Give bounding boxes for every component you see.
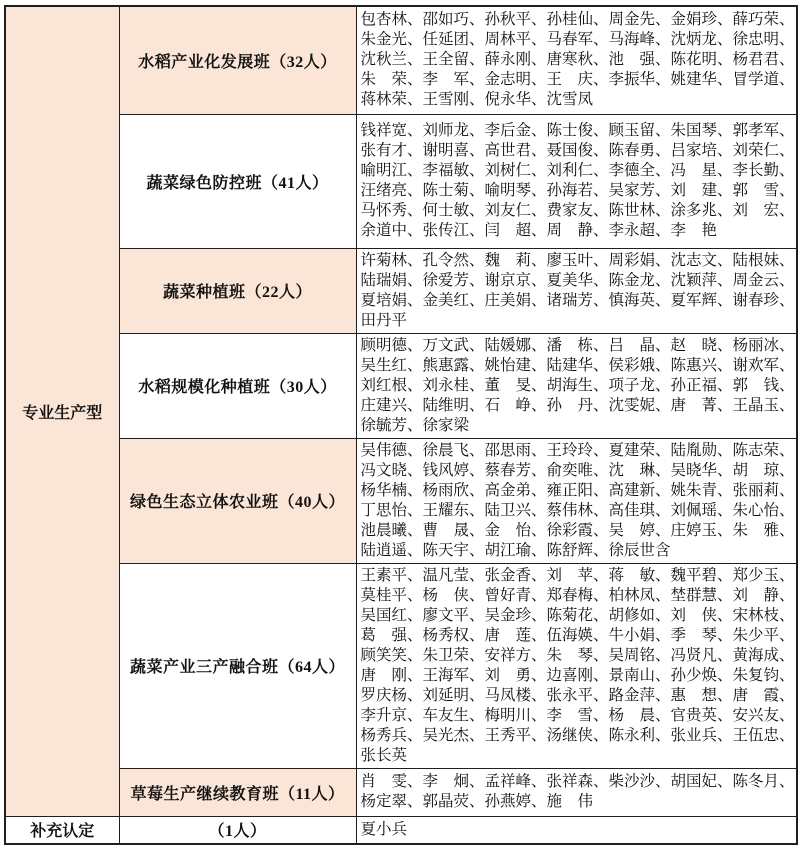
name-line: 张有才、谢明喜、高世君、聂国俊、陈春勇、吕家培、刘荣仁、	[360, 142, 795, 159]
class-label-cell: 蔬菜产业三产融合班（64人）	[119, 563, 356, 768]
name-line: 葛 强、杨秀权、唐 莲、伍海媖、牛小娟、季 琴、朱少平、	[360, 626, 795, 644]
table-row	[5, 768, 797, 816]
name-line: 丁思怡、王耀东、陆卫兴、蔡伟林、高佳琪、刘佩瑶、朱心怡、	[360, 501, 795, 519]
supplement-category-cell: 补充认定	[5, 816, 119, 844]
name-line: 许菊林、孔令然、魏 莉、廖玉叶、周彩娟、沈志文、陆根妹、	[360, 251, 795, 269]
name-line: 冯文晓、钱风婷、蔡春芳、俞奕唯、沈 琳、吴晓华、胡 琼、	[360, 461, 795, 479]
supplement-names-cell	[356, 816, 797, 844]
table-row	[5, 114, 797, 248]
names-cell	[356, 333, 797, 438]
name-line: 钱祥宽、刘师龙、李后金、陈士俊、顾玉留、朱国琴、郭孝军、	[360, 122, 795, 139]
name-line: 田丹平	[360, 311, 408, 329]
supplement-count-cell: （1人）	[119, 816, 356, 844]
name-line: 李升京、车友生、梅明川、李 雪、杨 晨、官贵英、安兴友、	[360, 706, 795, 724]
table-row	[5, 333, 797, 438]
category-type-cell: 专业生产型	[5, 6, 119, 816]
name-line: 肖 雯、李 炯、孟祥峰、张祥森、柴沙沙、胡国妃、陈冬月、	[360, 773, 795, 790]
table-row	[5, 248, 797, 333]
names-cell	[356, 768, 797, 816]
name-line: 陆逍遥、陈天宇、胡江瑜、陈舒辉、徐辰世含	[360, 541, 671, 559]
name-line: 汪绪亮、陈士菊、喻明琴、孙海若、吴家芳、刘 建、郭 雪、	[360, 182, 795, 199]
name-line: 罗庆杨、刘延明、马凤楼、张永平、路金萍、惠 想、唐 霞、	[360, 686, 795, 704]
name-line: 杨秀兵、吴光杰、王秀平、汤继侠、陈永利、张业兵、王伍忠、	[360, 726, 795, 744]
name-line: 蒋林荣、王雪刚、倪永华、沈雪凤	[360, 91, 594, 109]
name-line: 杨华楠、杨雨欣、高金弟、雍正阳、高建新、姚朱青、张丽莉、	[360, 481, 795, 499]
name-line: 沈秋兰、王全留、薛永刚、唐寒秋、池 强、陈花明、杨君君、	[360, 51, 795, 69]
name-line: 顾明德、万文武、陆媛娜、潘 栋、吕 晶、赵 晓、杨丽冰、	[360, 336, 795, 354]
names-cell	[356, 6, 797, 114]
name-line: 喻明江、李福敏、刘树仁、刘利仁、李德全、冯 星、李长勤、	[360, 162, 795, 179]
name-line: 吴伟德、徐晨飞、邵思雨、王玲玲、夏建荣、陆胤勋、陈志荣、	[360, 441, 795, 459]
name-line: 徐毓芳、徐家梁	[360, 416, 470, 434]
class-label-cell: 草莓生产继续教育班（11人）	[119, 768, 356, 816]
trainee-roster-table	[4, 5, 798, 845]
name-line: 吴生红、熊惠露、姚怡建、陆建华、侯彩娥、陈惠兴、谢欢军、	[360, 356, 795, 374]
name-line: 陆瑞娟、徐爱芳、谢京京、夏美华、陈金龙、沈颖萍、周金云、	[360, 271, 795, 289]
names-cell	[356, 563, 797, 768]
name-line: 夏培娟、金美红、庄美娟、诸瑞芳、慎海英、夏军辉、谢春珍、	[360, 291, 795, 309]
table-row	[5, 563, 797, 768]
class-label-cell: 蔬菜绿色防控班（41人）	[119, 114, 356, 248]
name-line: 顾笑笑、朱卫荣、安祥方、朱 琴、吴周铭、冯贤凡、黄海成、	[360, 646, 795, 664]
table-row	[5, 6, 797, 114]
name-line: 池晨曦、曹 晟、金 怡、徐彩霞、吴 婷、庄婷玉、朱 雅、	[360, 521, 795, 539]
name-line: 包杏林、邵如巧、孙秋平、孙桂仙、周金先、金娟珍、薛巧荣、	[360, 11, 795, 29]
name-line: 庄建兴、陆维明、石 峥、孙 丹、沈雯妮、唐 菁、王晶玉、	[360, 396, 795, 414]
names-cell	[356, 114, 797, 248]
table-row	[5, 438, 797, 563]
name-line: 唐 刚、王海军、刘 勇、边喜刚、景南山、孙少焕、朱复钧、	[360, 666, 795, 684]
name-line: 王素平、温凡莹、张金香、刘 苹、蒋 敏、魏平碧、郑少玉、	[360, 566, 795, 584]
name-line: 吴国红、廖文平、吴金珍、陈菊花、胡修如、刘 侠、宋林枝、	[360, 606, 795, 624]
names-cell	[356, 248, 797, 333]
class-label-cell: 蔬菜种植班（22人）	[119, 248, 356, 333]
name-line: 刘红根、刘永桂、董 旻、胡海生、项子龙、孙正福、郭 钱、	[360, 376, 795, 394]
name-line: 杨定翠、郭晶荧、孙燕婷、施 伟	[360, 793, 594, 810]
names-cell	[356, 438, 797, 563]
name-line: 朱 荣、李 军、金志明、王 庆、李振华、姚建华、冒学道、	[360, 71, 795, 89]
class-label-cell: 水稻规模化种植班（30人）	[119, 333, 356, 438]
table-row-supplement	[5, 816, 797, 844]
name-line: 莫桂平、杨 侠、曾好青、郑春梅、柏林凤、埜群慧、刘 静、	[360, 586, 795, 604]
name-line: 马怀秀、何士敏、刘友仁、费家友、陈世林、涂多兆、刘 宏、	[360, 202, 795, 219]
name-line: 张长英	[360, 746, 408, 764]
name-line: 朱金光、任延团、周林平、马春军、马海峰、沈炳龙、徐忠明、	[360, 31, 795, 49]
class-label-cell: 绿色生态立体农业班（40人）	[119, 438, 356, 563]
class-label-cell: 水稻产业化发展班（32人）	[119, 6, 356, 114]
name-line: 余道中、张传江、闫 超、周 静、李永超、李 艳	[360, 222, 718, 239]
name-line: 夏小兵	[360, 820, 408, 838]
